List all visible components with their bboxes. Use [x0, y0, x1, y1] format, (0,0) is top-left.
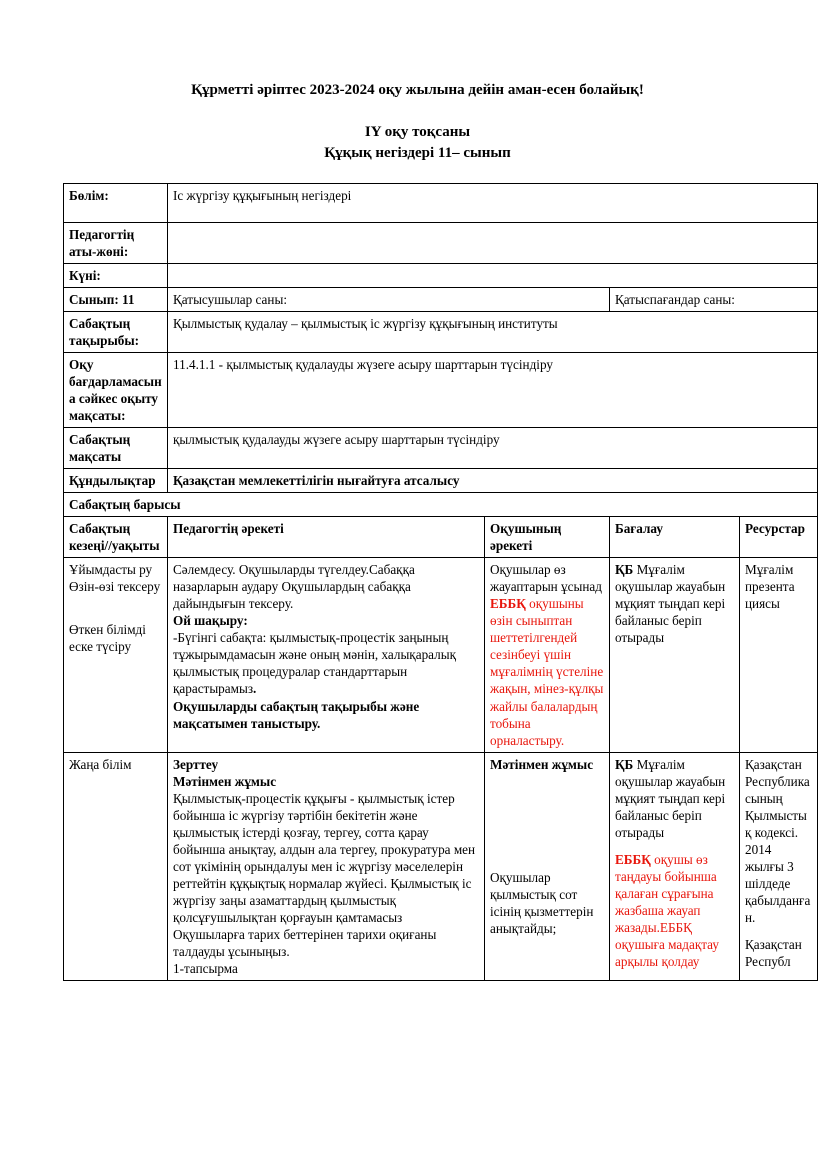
student-paragraph: Оқушылар қылмыстық сот ісінің қызметтерін анықтайды; [490, 869, 594, 936]
teacher-paragraph-2 [173, 629, 479, 697]
values-value: Қазақстан мемлекеттілігін нығайтуға атсалысу [168, 469, 818, 493]
stage-line-3: Өткен білімді еске түсіру [69, 622, 146, 655]
section-label: Бөлім: [64, 183, 168, 222]
student-subheading: Мәтінмен жұмыс [490, 756, 594, 772]
table-row-progress [64, 493, 818, 517]
column-header-teacher-action: Педагогтің әрекеті [168, 517, 485, 558]
assessment-tag-qb: ҚБ [615, 562, 634, 578]
teacher-paragraph-2-text: -Бүгінгі сабақта: қылмыстық-процестік заңының тұжырымдамасын және оның мәнін, халықаралық қылмыстық процедуралар стандарттарын қарастырамыз [173, 630, 456, 697]
date-label: Күні: [64, 263, 168, 287]
assessment-cell [610, 558, 740, 752]
stage-spacer [69, 595, 162, 621]
stage-cell [64, 752, 168, 980]
teacher-subheading-2: Мәтінмен жұмыс [173, 773, 277, 789]
student-spacer [490, 773, 604, 869]
student-text-red: оқушыны өзін сыныптан шеттетілгендей сезінбеуі үшін мұғалімнің үстеліне жақын, мінез-құлқы жайлы балалардың тобына орналастыру. [490, 596, 604, 748]
teacher-subheading-1: Ой шақыру: [173, 613, 248, 629]
lesson-topic-label: Сабақтың тақырыбы: [64, 311, 168, 352]
column-header-student-action: Оқушының әрекеті [485, 517, 610, 558]
table-row-section [64, 183, 818, 222]
assessment-text: Мұғалім оқушылар жауабын мұқият тыңдап кері байланыс беріп отырады [615, 562, 726, 646]
date-value[interactable] [168, 263, 818, 287]
assessment-paragraph [615, 561, 734, 646]
lesson-plan-table [63, 183, 818, 981]
assessment-red-paragraph [615, 851, 734, 970]
table-row-class [64, 287, 818, 311]
teacher-name-value[interactable] [168, 222, 818, 263]
table-row-values [64, 469, 818, 493]
student-action-cell [485, 558, 610, 752]
teacher-action-cell [168, 558, 485, 752]
teacher-paragraph-1: Қылмыстық-процестік құқығы - қылмыстық істер бойынша іс жүргізу тәртібін бекітетін және қылмыстық істерді қозғау, тергеу, сотта қарау бойынша анықтау, алдын ала тергеу, прокуратура мен сот үкімінің орындалуы мен іс жүргізу мәселелерін реттейтін құқықтық нормалар жүйесі. Қылмыстық іс жүргізу заңы азаматтардың қылмыстық қолсұғушылықтан қорғауын қамтамасыз [173, 790, 476, 925]
resources-text-2: Қазақстан Республ [745, 936, 802, 969]
progress-label: Сабақтың барысы [64, 493, 818, 517]
student-text-plain: Оқушылар өз жауаптарын ұсынад [490, 562, 602, 595]
stage-line-2: Өзін-өзі тексеру [69, 579, 161, 595]
lesson-goal-label: Сабақтың мақсаты [64, 428, 168, 469]
document-header [63, 80, 772, 163]
teacher-paragraph-2: Оқушыларға тарих беттерінен тарихи оқиғаны талдауды ұсыныңыз. [173, 926, 437, 959]
teacher-subheading-1: Зерттеу [173, 756, 219, 772]
class-label: Сынып: 11 [64, 287, 168, 311]
subject-grade-title: Құқық негіздері 11– сынып [324, 144, 511, 161]
student-paragraph [490, 561, 604, 748]
resources-cell [740, 558, 818, 752]
teacher-paragraph-1: Сәлемдесу. Оқушыларды түгелдеу.Сабаққа назарларын аудару Оқушылардың сабаққа дайындығын тексеру. [173, 562, 415, 612]
column-header-resources: Ресурстар [740, 517, 818, 558]
greeting-title: Құрметті әріптес 2023-2024 оқу жылына дейін аман-есен болайық! [191, 82, 644, 98]
table-row-stage-2 [64, 752, 818, 980]
table-row-teacher [64, 222, 818, 263]
stage-line-1: Жаңа білім [69, 756, 132, 772]
lesson-topic-value: Қылмыстық қудалау – қылмыстық іс жүргізу құқығының институты [168, 311, 818, 352]
assessment-text: Мұғалім оқушылар жауабын мұқият тыңдап кері байланыс беріп отырады [615, 756, 726, 840]
assessment-text-red: оқушы өз таңдауы бойынша қалаған сұрағына жазбаша жауап жазады.ЕББҚ оқушыға мадақтау арқылы қолдау [615, 851, 719, 969]
section-value: Іс жүргізу құқығының негіздері [168, 183, 818, 222]
lesson-goal-value: қылмыстық қудалауды жүзеге асыру шарттарын түсіндіру [168, 428, 818, 469]
stage-line-1: Ұйымдасты ру [69, 562, 153, 578]
table-row-lesson-topic [64, 311, 818, 352]
curriculum-value: 11.4.1.1 - қылмыстық қудалауды жүзеге асыру шарттарын түсіндіру [168, 352, 818, 427]
assessment-tag-qb: ҚБ [615, 756, 634, 772]
assessment-paragraph [615, 756, 734, 841]
assessment-spacer [615, 841, 734, 851]
assessment-cell [610, 752, 740, 980]
attendees-label: Қатысушылар саны: [168, 287, 610, 311]
absentees-label: Қатыспағандар саны: [610, 287, 818, 311]
curriculum-label: Оқу бағдарламасына сәйкес оқыту мақсаты: [64, 352, 168, 427]
assessment-tag-ebbq: ЕББҚ [615, 851, 651, 867]
teacher-subheading-2: Оқушыларды сабақтың тақырыбы және мақсатымен таныстыру. [173, 698, 420, 731]
resources-text-1: Қазақстан Республикасының Қылмыстық кодексі. 2014 жылғы 3 шілдеде қабылданған. [745, 756, 811, 925]
column-header-assessment: Бағалау [610, 517, 740, 558]
teacher-name-label: Педагогтің аты-жөні: [64, 222, 168, 263]
table-header-row [64, 517, 818, 558]
student-tag-ebbq: ЕББҚ [490, 596, 526, 612]
teacher-paragraph-3: 1-тапсырма [173, 960, 238, 976]
student-action-cell [485, 752, 610, 980]
teacher-action-cell [168, 752, 485, 980]
table-row-stage-1 [64, 558, 818, 752]
table-row-lesson-goal [64, 428, 818, 469]
table-row-curriculum [64, 352, 818, 427]
quarter-title: IY оқу тоқсаны [364, 124, 471, 141]
values-label: Құндылықтар [64, 469, 168, 493]
resources-text: Мұғалім презента циясы [745, 562, 795, 612]
stage-cell [64, 558, 168, 752]
resources-cell [740, 752, 818, 980]
table-row-date [64, 263, 818, 287]
teacher-paragraph-2-period: . [253, 681, 257, 697]
resources-spacer [745, 926, 812, 936]
column-header-stage: Сабақтың кезеңі//уақыты [64, 517, 168, 558]
